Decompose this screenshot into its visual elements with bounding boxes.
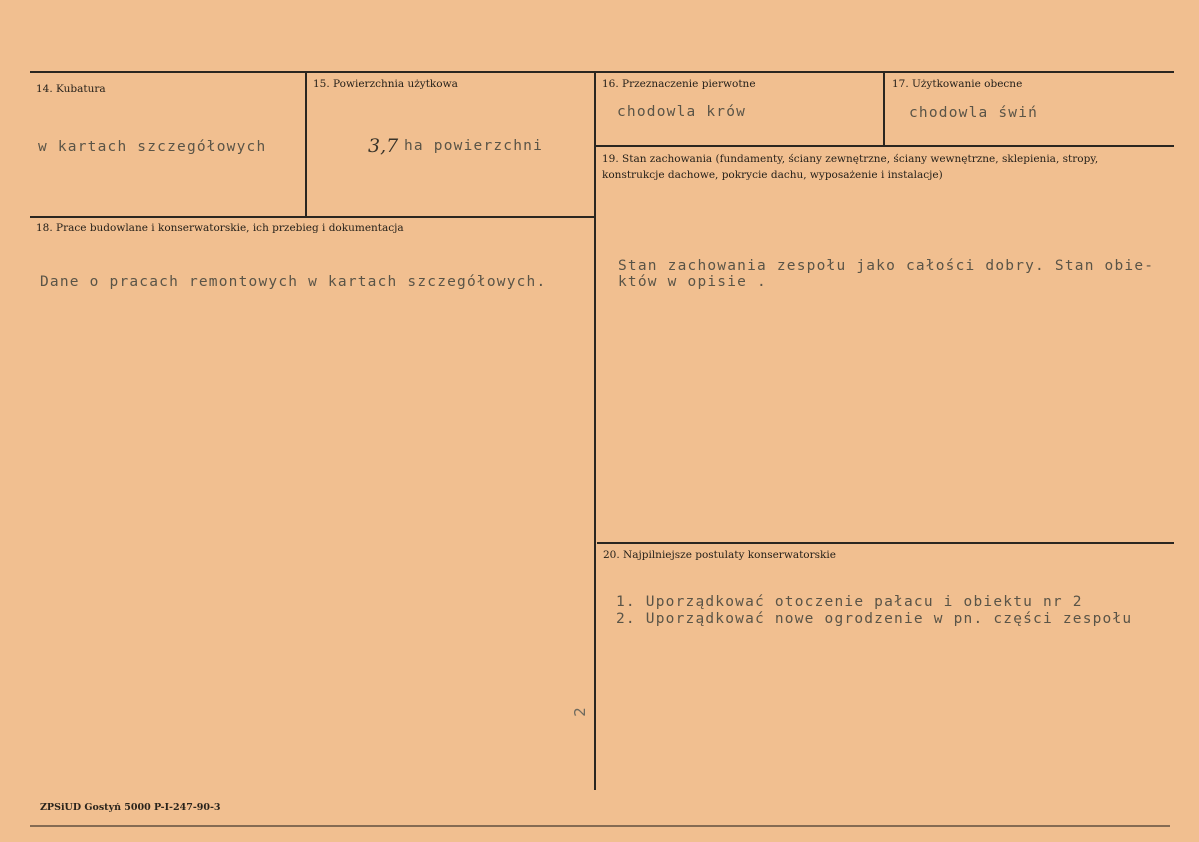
field-20-item-1: 1. Uporządkować otoczenie pałacu i obiektu nr 2: [616, 594, 1083, 610]
field20-rule: [597, 542, 1174, 544]
footer-print-code: ZPSiUD Gostyń 5000 P-I-247-90-3: [40, 802, 221, 813]
top-rule: [30, 71, 1174, 73]
field-18-label: 18. Prace budowlane i konserwatorskie, ich przebieg i dokumentacja: [36, 222, 404, 234]
field-16-label: 16. Przeznaczenie pierwotne: [602, 78, 756, 90]
page-number-mark: 2: [570, 707, 589, 717]
field-20-label: 20. Najpilniejsze postulaty konserwatorskie: [603, 549, 836, 561]
field-19-value-line2: któw w opisie .: [618, 274, 767, 290]
field-19-label: 19. Stan zachowania (fundamenty, ściany zewnętrzne, ściany wewnętrzne, sklepienia, stropy, konstrukcje dachowe, pokrycie dachu, wyposażenie i instalacje): [602, 153, 1099, 181]
field-16-value: chodowla krów: [617, 104, 747, 120]
row1-left-rule: [30, 216, 594, 218]
field-17-label: 17. Użytkowanie obecne: [892, 78, 1023, 90]
field-17-value: chodowla świń: [909, 105, 1039, 121]
field-15-label: 15. Powierzchnia użytkowa: [313, 78, 458, 90]
field-15-number: 3,7: [368, 135, 399, 157]
field-18-value: Dane o pracach remontowych w kartach szczegółowych.: [40, 274, 547, 290]
col-divider-16-17: [883, 72, 885, 146]
col-divider-14-15: [305, 72, 307, 217]
field-20-item-2: 2. Uporządkować nowe ogrodzenie w pn. części zespołu: [616, 611, 1133, 627]
col-divider-main: [594, 72, 596, 790]
field-19-value-line1: Stan zachowania zespołu jako całości dobry. Stan obie-: [618, 258, 1155, 274]
field-14-value: w kartach szczegółowych: [38, 139, 267, 155]
field-15-value: ha powierzchni: [404, 138, 544, 154]
bottom-rule: [30, 825, 1170, 827]
field-14-label: 14. Kubatura: [36, 83, 106, 95]
